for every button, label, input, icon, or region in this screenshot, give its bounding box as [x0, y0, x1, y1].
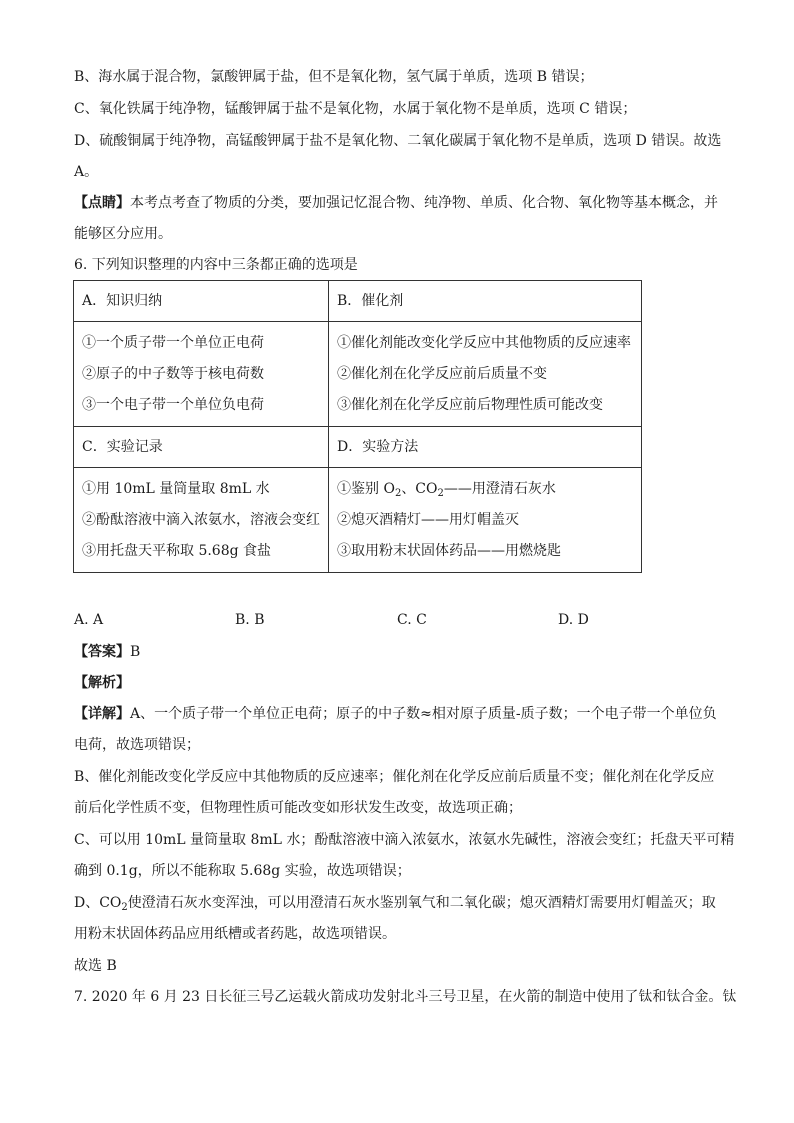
solution-line-b: B、海水属于混合物，氯酸钾属于盐，但不是氧化物，氢气属于单质，选项 B 错误； — [74, 69, 594, 85]
solution-line-d-cont: A。 — [74, 164, 99, 180]
b-item-3: ③催化剂在化学反应前后物理性质可能改变 — [337, 396, 603, 413]
d-item-3: ③取用粉末状固体药品——用燃烧匙 — [337, 542, 561, 559]
d-item-1-post: ——用澄清石灰水 — [443, 480, 556, 497]
cell-a-head: A．知识归纳 — [74, 281, 329, 322]
xiangjie-line-d-cont: 用粉末状固体药品应用纸槽或者药匙，故选项错误。 — [74, 926, 396, 942]
d-item-1-sub1: 2 — [394, 487, 402, 499]
question-7-stem: 7. 2020 年 6 月 23 日长征三号乙运载火箭成功发射北斗三号卫星，在火箭的制造中使用了钛和钛合金。钛 — [74, 989, 737, 1005]
xiangjie-line-c: C、可以用 10mL 量筒量取 8mL 水；酚酞溶液中滴入浓氨水，浓氨水先碱性，溶液会变红；托盘天平可精 — [74, 832, 735, 848]
cell-d-body — [329, 468, 642, 573]
solution-line-c: C、氧化铁属于纯净物，锰酸钾属于盐不是氧化物，水属于氧化物不是单质，选项 C 错误； — [74, 101, 637, 117]
answer-line — [74, 642, 140, 662]
d-item-1-sub2: 2 — [437, 487, 444, 499]
answer-value: B — [130, 644, 141, 660]
guxuan-line: 故选 B — [74, 958, 117, 974]
c-item-2: ②酚酞溶液中滴入浓氨水，溶液会变红 — [82, 511, 320, 528]
xiangjie-tag: 【详解】 — [74, 706, 130, 722]
xiangjie-line-c-cont: 确到 0.1g，所以不能称取 5.68g 实验，故选项错误； — [74, 863, 411, 879]
question-6-stem: 6. 下列知识整理的内容中三条都正确的选项是 — [74, 257, 358, 273]
xj-d-sub: 2 — [121, 902, 128, 913]
xj-d-post: 使澄清石灰水变浑浊，可以用澄清石灰水鉴别氧气和二氧化碳；熄灭酒精灯需要用灯帽盖灭；取 — [127, 895, 716, 911]
d-item-1 — [337, 474, 633, 505]
option-c: C. C — [397, 612, 427, 628]
c-item-3: ③用托盘天平称取 5.68g 食盐 — [82, 542, 272, 559]
cell-b-body — [329, 322, 642, 427]
b-item-1: ①催化剂能改变化学反应中其他物质的反应速率 — [337, 334, 631, 351]
cell-b-head: B．催化剂 — [329, 281, 642, 322]
c-item-1: ①用 10mL 量筒量取 8mL 水 — [82, 480, 270, 497]
solution-line-d: D、硫酸铜属于纯净物，高锰酸钾属于盐不是氧化物、二氧化碳属于氧化物不是单质，选项 D 错误。故选 — [74, 133, 722, 149]
dianjing-tag: 【点睛】 — [74, 195, 130, 211]
cell-c-body — [74, 468, 329, 573]
xiangjie-line-b: B、催化剂能改变化学反应中其他物质的反应速率；催化剂在化学反应前后质量不变；催化剂在化学反应 — [74, 769, 715, 785]
xiangjie-line-b-cont: 前后化学性质不变，但物理性质可能改变如形状发生改变，故选项正确； — [74, 800, 522, 816]
dianjing-line-cont: 能够区分应用。 — [74, 226, 172, 242]
cell-c-head: C．实验记录 — [74, 427, 329, 468]
a-item-1: ①一个质子带一个单位正电荷 — [82, 334, 264, 351]
d-item-2: ②熄灭酒精灯——用灯帽盖灭 — [337, 511, 519, 528]
xiangjie-line-a-cont: 电荷，故选项错误； — [74, 737, 200, 753]
cell-d-head: D．实验方法 — [329, 427, 642, 468]
xj-d-pre: D、CO — [74, 895, 122, 911]
d-item-1-mid: 、CO — [401, 480, 438, 497]
d-item-1-pre: ①鉴别 O — [337, 480, 395, 497]
dianjing-line — [74, 193, 718, 213]
answer-tag: 【答案】 — [74, 644, 130, 660]
jiexi-tag: 【解析】 — [74, 675, 130, 691]
question-6-table — [73, 280, 642, 573]
option-d: D. D — [558, 612, 589, 628]
b-item-2: ②催化剂在化学反应前后质量不变 — [337, 365, 547, 382]
xiangjie-line-a — [74, 704, 717, 724]
dianjing-text: 本考点考查了物质的分类，要加强记忆混合物、纯净物、单质、化合物、氧化物等基本概念，并 — [130, 195, 718, 211]
a-item-3: ③一个电子带一个单位负电荷 — [82, 396, 264, 413]
xiangjie-a-text: A、一个质子带一个单位正电荷；原子的中子数≈相对原子质量-质子数；一个电子带一个单位负 — [130, 706, 717, 722]
a-item-2: ②原子的中子数等于核电荷数 — [82, 365, 264, 382]
xiangjie-line-d — [74, 893, 716, 913]
option-b: B. B — [235, 612, 265, 628]
option-a: A. A — [74, 612, 104, 628]
cell-a-body — [74, 322, 329, 427]
